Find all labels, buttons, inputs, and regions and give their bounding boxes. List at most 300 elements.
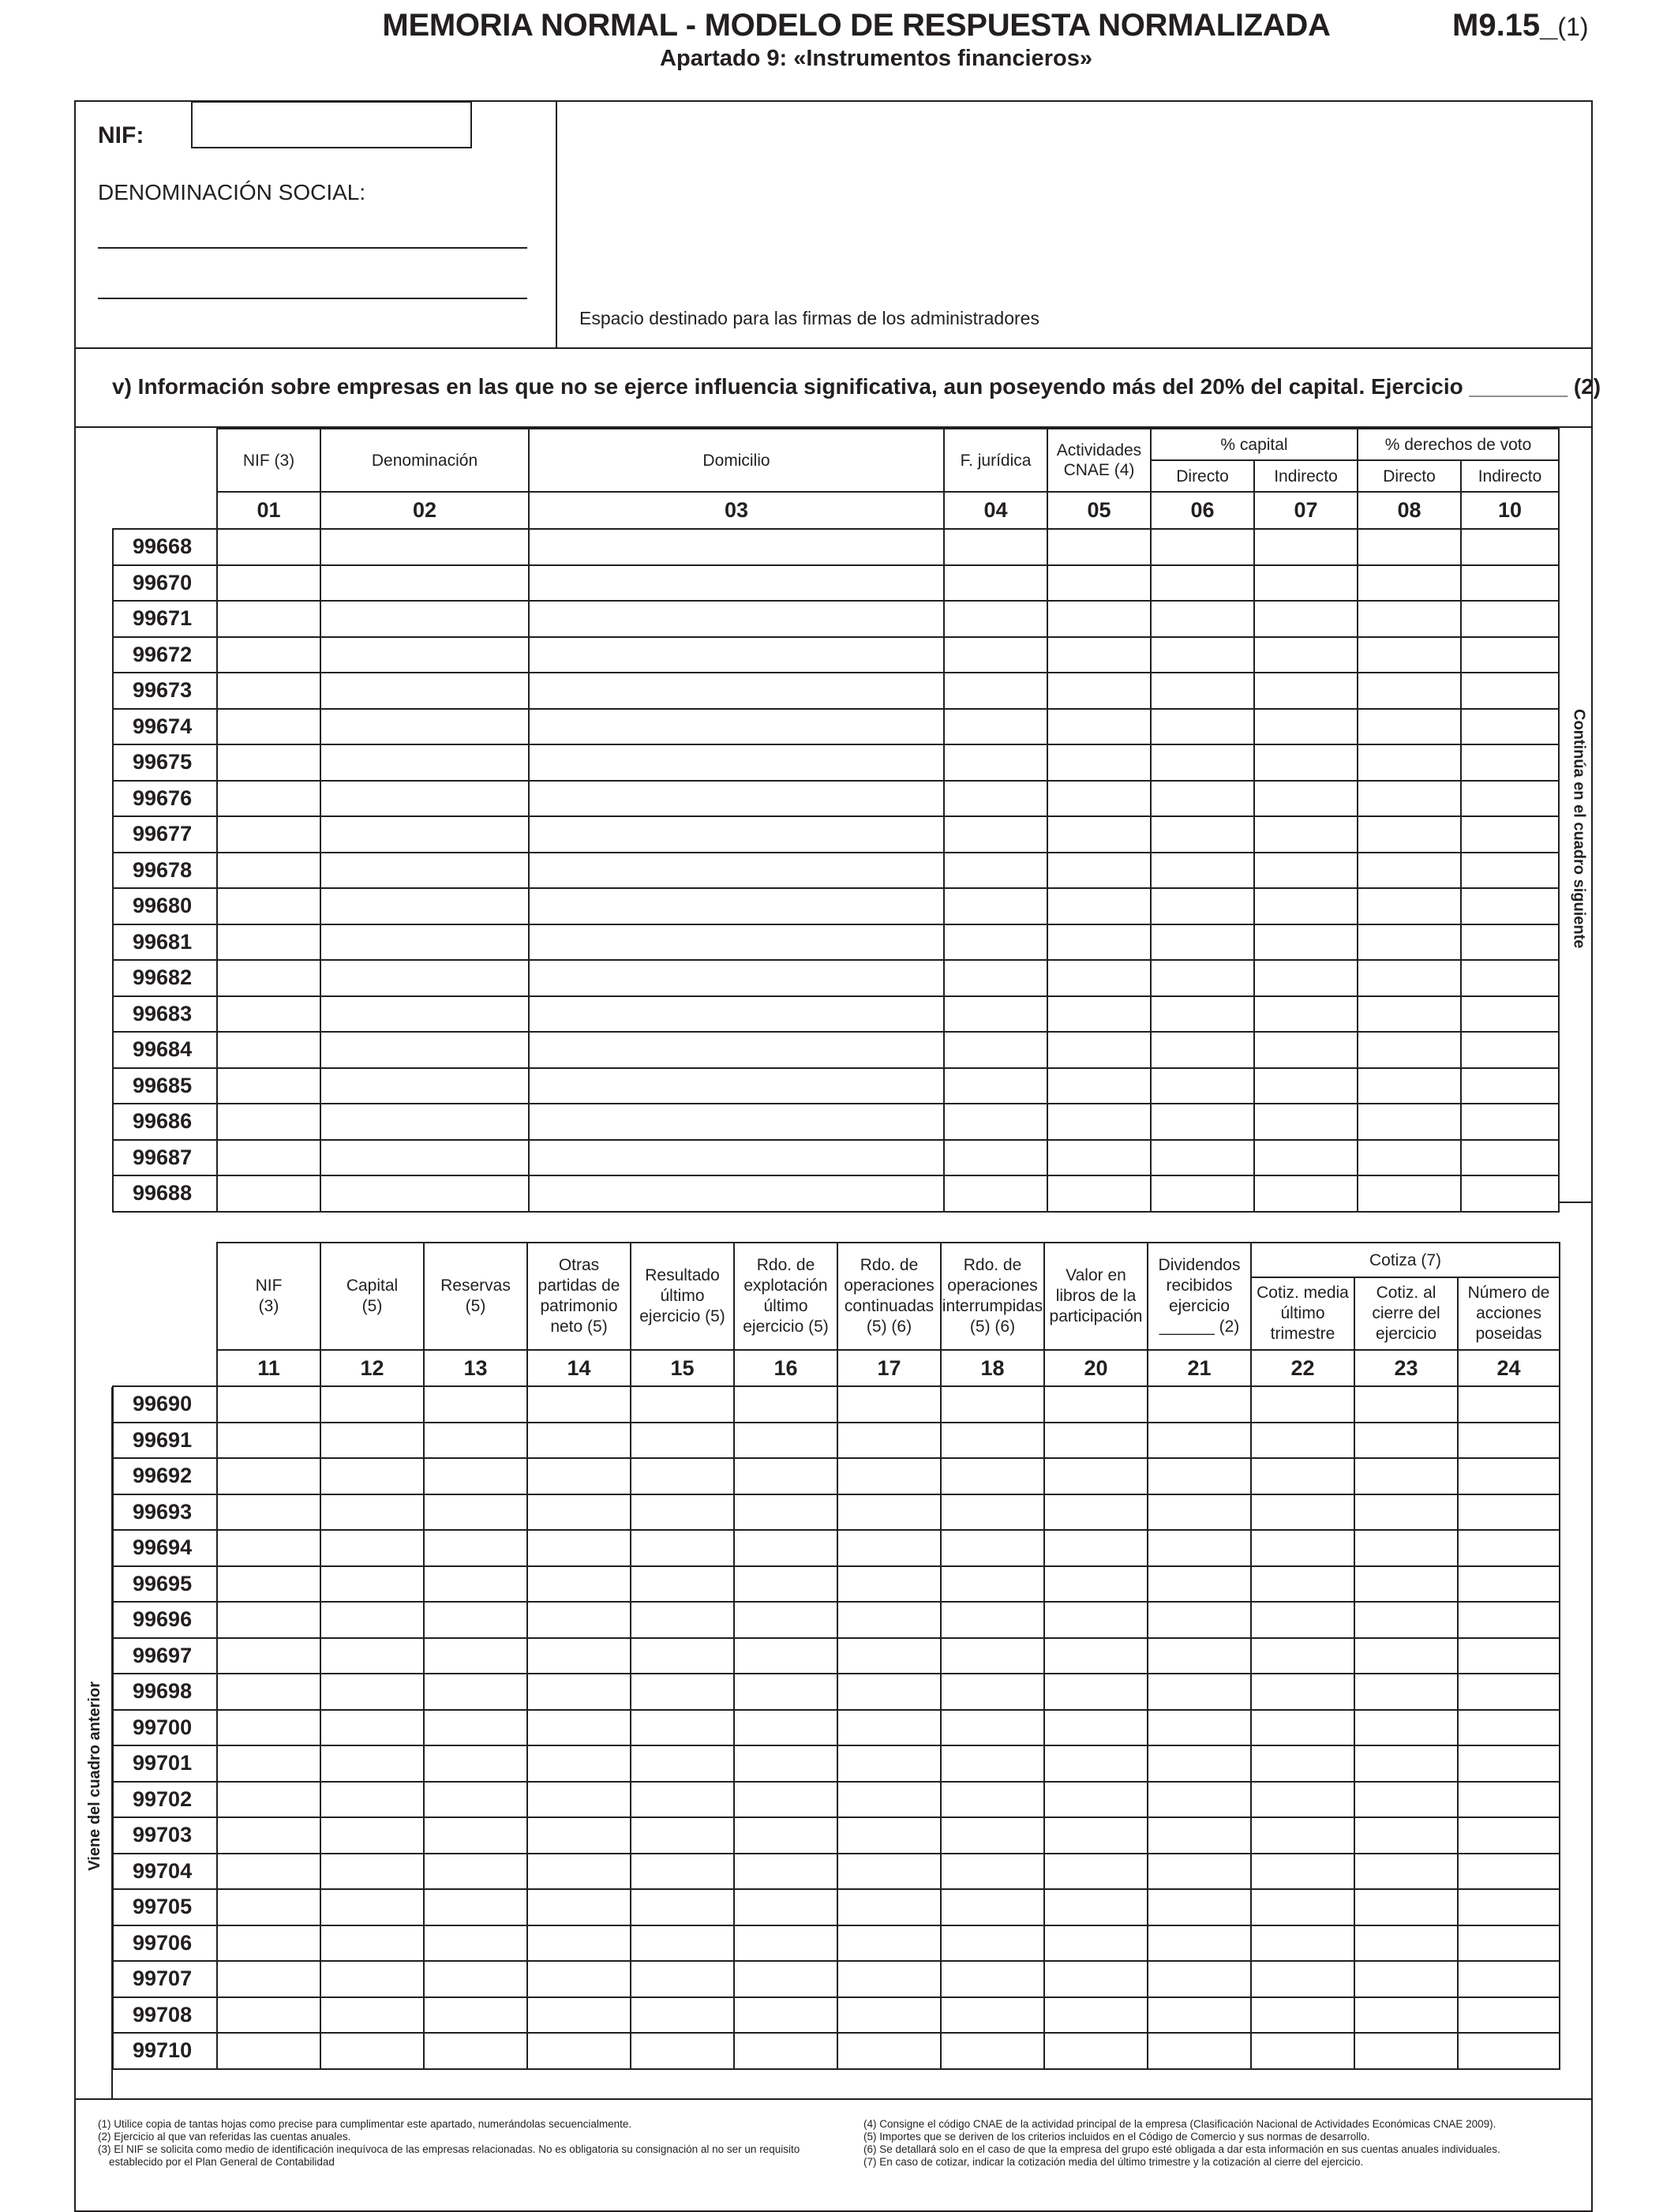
input-cell[interactable] bbox=[944, 853, 1047, 889]
input-cell[interactable] bbox=[424, 1674, 527, 1710]
input-cell[interactable] bbox=[529, 637, 944, 673]
input-cell[interactable] bbox=[1461, 601, 1559, 637]
input-cell[interactable] bbox=[217, 1997, 320, 2034]
input-cell[interactable] bbox=[217, 1925, 320, 1962]
input-cell[interactable] bbox=[1358, 1032, 1461, 1068]
input-cell[interactable] bbox=[320, 601, 529, 637]
input-cell[interactable] bbox=[1148, 1782, 1251, 1818]
input-cell[interactable] bbox=[424, 1602, 527, 1638]
input-cell[interactable] bbox=[527, 2033, 631, 2069]
input-cell[interactable] bbox=[217, 744, 320, 781]
input-cell[interactable] bbox=[217, 853, 320, 889]
input-cell[interactable] bbox=[734, 1782, 837, 1818]
input-cell[interactable] bbox=[529, 709, 944, 745]
nif-field[interactable] bbox=[191, 101, 472, 148]
input-cell[interactable] bbox=[1358, 1140, 1461, 1176]
input-cell[interactable] bbox=[424, 1638, 527, 1674]
input-cell[interactable] bbox=[1254, 1140, 1358, 1176]
input-cell[interactable] bbox=[837, 1745, 941, 1782]
input-cell[interactable] bbox=[1354, 1602, 1458, 1638]
input-cell[interactable] bbox=[1251, 2033, 1354, 2069]
input-cell[interactable] bbox=[1251, 1602, 1354, 1638]
input-cell[interactable] bbox=[1458, 1674, 1560, 1710]
input-cell[interactable] bbox=[320, 637, 529, 673]
input-cell[interactable] bbox=[1148, 1566, 1251, 1603]
input-cell[interactable] bbox=[424, 1745, 527, 1782]
input-cell[interactable] bbox=[320, 853, 529, 889]
input-cell[interactable] bbox=[1254, 924, 1358, 961]
input-cell[interactable] bbox=[527, 1638, 631, 1674]
input-cell[interactable] bbox=[217, 1068, 320, 1104]
input-cell[interactable] bbox=[1148, 1386, 1251, 1423]
input-cell[interactable] bbox=[944, 565, 1047, 602]
input-cell[interactable] bbox=[1148, 1997, 1251, 2034]
input-cell[interactable] bbox=[1047, 744, 1151, 781]
input-cell[interactable] bbox=[1458, 1925, 1560, 1962]
input-cell[interactable] bbox=[217, 1638, 320, 1674]
input-cell[interactable] bbox=[1251, 1386, 1354, 1423]
input-cell[interactable] bbox=[1461, 853, 1559, 889]
input-cell[interactable] bbox=[837, 1961, 941, 1997]
input-cell[interactable] bbox=[424, 1997, 527, 2034]
input-cell[interactable] bbox=[941, 1494, 1044, 1531]
input-cell[interactable] bbox=[1458, 1638, 1560, 1674]
input-cell[interactable] bbox=[320, 1745, 424, 1782]
input-cell[interactable] bbox=[1458, 1782, 1560, 1818]
input-cell[interactable] bbox=[837, 1710, 941, 1746]
input-cell[interactable] bbox=[217, 1854, 320, 1890]
input-cell[interactable] bbox=[1461, 996, 1559, 1033]
input-cell[interactable] bbox=[1358, 565, 1461, 602]
input-cell[interactable] bbox=[837, 1423, 941, 1459]
input-cell[interactable] bbox=[1461, 637, 1559, 673]
input-cell[interactable] bbox=[527, 1458, 631, 1494]
input-cell[interactable] bbox=[1461, 960, 1559, 996]
input-cell[interactable] bbox=[1047, 960, 1151, 996]
input-cell[interactable] bbox=[1458, 1710, 1560, 1746]
input-cell[interactable] bbox=[320, 1423, 424, 1459]
input-cell[interactable] bbox=[1044, 1423, 1148, 1459]
input-cell[interactable] bbox=[217, 1423, 320, 1459]
input-cell[interactable] bbox=[320, 888, 529, 924]
input-cell[interactable] bbox=[217, 1602, 320, 1638]
input-cell[interactable] bbox=[1458, 1423, 1560, 1459]
input-cell[interactable] bbox=[1354, 1674, 1458, 1710]
input-cell[interactable] bbox=[734, 1745, 837, 1782]
input-cell[interactable] bbox=[1354, 1854, 1458, 1890]
input-cell[interactable] bbox=[424, 1458, 527, 1494]
input-cell[interactable] bbox=[631, 2033, 734, 2069]
input-cell[interactable] bbox=[1461, 888, 1559, 924]
input-cell[interactable] bbox=[1358, 781, 1461, 817]
input-cell[interactable] bbox=[217, 601, 320, 637]
input-cell[interactable] bbox=[217, 1458, 320, 1494]
input-cell[interactable] bbox=[1458, 1530, 1560, 1566]
input-cell[interactable] bbox=[734, 1386, 837, 1423]
input-cell[interactable] bbox=[217, 1386, 320, 1423]
input-cell[interactable] bbox=[1151, 1140, 1254, 1176]
input-cell[interactable] bbox=[1251, 1961, 1354, 1997]
input-cell[interactable] bbox=[631, 1386, 734, 1423]
input-cell[interactable] bbox=[1254, 709, 1358, 745]
input-cell[interactable] bbox=[1254, 996, 1358, 1033]
input-cell[interactable] bbox=[941, 1566, 1044, 1603]
input-cell[interactable] bbox=[217, 673, 320, 709]
input-cell[interactable] bbox=[941, 1817, 1044, 1854]
input-cell[interactable] bbox=[320, 1782, 424, 1818]
input-cell[interactable] bbox=[1148, 1638, 1251, 1674]
input-cell[interactable] bbox=[941, 1997, 1044, 2034]
input-cell[interactable] bbox=[734, 1494, 837, 1531]
input-cell[interactable] bbox=[1044, 1674, 1148, 1710]
input-cell[interactable] bbox=[1358, 853, 1461, 889]
input-cell[interactable] bbox=[1148, 1423, 1251, 1459]
input-cell[interactable] bbox=[217, 1710, 320, 1746]
input-cell[interactable] bbox=[837, 1566, 941, 1603]
input-cell[interactable] bbox=[1148, 1925, 1251, 1962]
input-cell[interactable] bbox=[1358, 529, 1461, 565]
input-cell[interactable] bbox=[1458, 1961, 1560, 1997]
input-cell[interactable] bbox=[424, 1566, 527, 1603]
input-cell[interactable] bbox=[1047, 888, 1151, 924]
input-cell[interactable] bbox=[734, 1997, 837, 2034]
input-cell[interactable] bbox=[529, 996, 944, 1033]
input-cell[interactable] bbox=[1254, 529, 1358, 565]
input-cell[interactable] bbox=[1354, 1566, 1458, 1603]
input-cell[interactable] bbox=[631, 1745, 734, 1782]
input-cell[interactable] bbox=[217, 816, 320, 853]
input-cell[interactable] bbox=[1354, 1494, 1458, 1531]
input-cell[interactable] bbox=[734, 1817, 837, 1854]
input-cell[interactable] bbox=[1047, 1032, 1151, 1068]
input-cell[interactable] bbox=[1254, 816, 1358, 853]
input-cell[interactable] bbox=[320, 781, 529, 817]
input-cell[interactable] bbox=[1254, 744, 1358, 781]
denominacion-field-line-1[interactable] bbox=[98, 247, 527, 249]
input-cell[interactable] bbox=[320, 1566, 424, 1603]
input-cell[interactable] bbox=[527, 1854, 631, 1890]
input-cell[interactable] bbox=[217, 2033, 320, 2069]
input-cell[interactable] bbox=[631, 1997, 734, 2034]
input-cell[interactable] bbox=[1047, 709, 1151, 745]
input-cell[interactable] bbox=[1358, 601, 1461, 637]
input-cell[interactable] bbox=[1458, 1997, 1560, 2034]
input-cell[interactable] bbox=[1251, 1494, 1354, 1531]
input-cell[interactable] bbox=[944, 1104, 1047, 1140]
input-cell[interactable] bbox=[631, 1925, 734, 1962]
input-cell[interactable] bbox=[941, 1961, 1044, 1997]
input-cell[interactable] bbox=[1254, 637, 1358, 673]
input-cell[interactable] bbox=[734, 1638, 837, 1674]
input-cell[interactable] bbox=[217, 1782, 320, 1818]
input-cell[interactable] bbox=[320, 924, 529, 961]
input-cell[interactable] bbox=[1354, 1458, 1458, 1494]
input-cell[interactable] bbox=[1148, 2033, 1251, 2069]
input-cell[interactable] bbox=[529, 601, 944, 637]
input-cell[interactable] bbox=[1358, 637, 1461, 673]
input-cell[interactable] bbox=[320, 1854, 424, 1890]
input-cell[interactable] bbox=[944, 601, 1047, 637]
input-cell[interactable] bbox=[1044, 2033, 1148, 2069]
input-cell[interactable] bbox=[944, 1175, 1047, 1212]
input-cell[interactable] bbox=[1251, 1710, 1354, 1746]
input-cell[interactable] bbox=[1047, 996, 1151, 1033]
input-cell[interactable] bbox=[1458, 1494, 1560, 1531]
input-cell[interactable] bbox=[320, 996, 529, 1033]
input-cell[interactable] bbox=[941, 1889, 1044, 1925]
input-cell[interactable] bbox=[527, 1925, 631, 1962]
input-cell[interactable] bbox=[1358, 960, 1461, 996]
input-cell[interactable] bbox=[941, 1745, 1044, 1782]
input-cell[interactable] bbox=[1354, 1530, 1458, 1566]
input-cell[interactable] bbox=[1251, 1566, 1354, 1603]
input-cell[interactable] bbox=[631, 1782, 734, 1818]
input-cell[interactable] bbox=[217, 1889, 320, 1925]
input-cell[interactable] bbox=[944, 816, 1047, 853]
input-cell[interactable] bbox=[1354, 1710, 1458, 1746]
input-cell[interactable] bbox=[734, 1458, 837, 1494]
input-cell[interactable] bbox=[837, 1458, 941, 1494]
input-cell[interactable] bbox=[217, 1032, 320, 1068]
input-cell[interactable] bbox=[941, 2033, 1044, 2069]
input-cell[interactable] bbox=[941, 1423, 1044, 1459]
input-cell[interactable] bbox=[1251, 1745, 1354, 1782]
input-cell[interactable] bbox=[734, 1530, 837, 1566]
input-cell[interactable] bbox=[837, 1386, 941, 1423]
input-cell[interactable] bbox=[631, 1458, 734, 1494]
input-cell[interactable] bbox=[527, 1889, 631, 1925]
input-cell[interactable] bbox=[320, 1674, 424, 1710]
input-cell[interactable] bbox=[217, 960, 320, 996]
input-cell[interactable] bbox=[631, 1423, 734, 1459]
input-cell[interactable] bbox=[1151, 816, 1254, 853]
input-cell[interactable] bbox=[944, 709, 1047, 745]
input-cell[interactable] bbox=[1461, 565, 1559, 602]
input-cell[interactable] bbox=[217, 781, 320, 817]
input-cell[interactable] bbox=[527, 1386, 631, 1423]
input-cell[interactable] bbox=[1151, 1175, 1254, 1212]
input-cell[interactable] bbox=[631, 1710, 734, 1746]
input-cell[interactable] bbox=[631, 1494, 734, 1531]
input-cell[interactable] bbox=[1148, 1745, 1251, 1782]
input-cell[interactable] bbox=[320, 1175, 529, 1212]
input-cell[interactable] bbox=[941, 1782, 1044, 1818]
input-cell[interactable] bbox=[1458, 1817, 1560, 1854]
input-cell[interactable] bbox=[1251, 1997, 1354, 2034]
input-cell[interactable] bbox=[1458, 1854, 1560, 1890]
input-cell[interactable] bbox=[529, 960, 944, 996]
input-cell[interactable] bbox=[1358, 709, 1461, 745]
input-cell[interactable] bbox=[734, 1961, 837, 1997]
input-cell[interactable] bbox=[217, 1104, 320, 1140]
input-cell[interactable] bbox=[424, 1854, 527, 1890]
input-cell[interactable] bbox=[424, 1782, 527, 1818]
input-cell[interactable] bbox=[1047, 673, 1151, 709]
input-cell[interactable] bbox=[1148, 1602, 1251, 1638]
input-cell[interactable] bbox=[734, 1889, 837, 1925]
input-cell[interactable] bbox=[217, 888, 320, 924]
input-cell[interactable] bbox=[1461, 781, 1559, 817]
input-cell[interactable] bbox=[529, 673, 944, 709]
input-cell[interactable] bbox=[424, 1530, 527, 1566]
input-cell[interactable] bbox=[837, 1638, 941, 1674]
input-cell[interactable] bbox=[837, 1530, 941, 1566]
input-cell[interactable] bbox=[837, 1494, 941, 1531]
input-cell[interactable] bbox=[1358, 996, 1461, 1033]
input-cell[interactable] bbox=[837, 1817, 941, 1854]
input-cell[interactable] bbox=[1354, 1782, 1458, 1818]
input-cell[interactable] bbox=[529, 1032, 944, 1068]
input-cell[interactable] bbox=[529, 924, 944, 961]
input-cell[interactable] bbox=[527, 1817, 631, 1854]
input-cell[interactable] bbox=[941, 1530, 1044, 1566]
input-cell[interactable] bbox=[631, 1602, 734, 1638]
input-cell[interactable] bbox=[944, 744, 1047, 781]
input-cell[interactable] bbox=[1354, 1386, 1458, 1423]
input-cell[interactable] bbox=[941, 1638, 1044, 1674]
input-cell[interactable] bbox=[1458, 1386, 1560, 1423]
input-cell[interactable] bbox=[529, 1175, 944, 1212]
input-cell[interactable] bbox=[631, 1817, 734, 1854]
input-cell[interactable] bbox=[1047, 1104, 1151, 1140]
input-cell[interactable] bbox=[1354, 1961, 1458, 1997]
input-cell[interactable] bbox=[320, 1961, 424, 1997]
input-cell[interactable] bbox=[1354, 1925, 1458, 1962]
input-cell[interactable] bbox=[1044, 1925, 1148, 1962]
input-cell[interactable] bbox=[1151, 996, 1254, 1033]
input-cell[interactable] bbox=[941, 1674, 1044, 1710]
input-cell[interactable] bbox=[1044, 1745, 1148, 1782]
input-cell[interactable] bbox=[1251, 1889, 1354, 1925]
input-cell[interactable] bbox=[944, 960, 1047, 996]
input-cell[interactable] bbox=[1044, 1889, 1148, 1925]
input-cell[interactable] bbox=[734, 2033, 837, 2069]
input-cell[interactable] bbox=[1047, 565, 1151, 602]
input-cell[interactable] bbox=[529, 1104, 944, 1140]
input-cell[interactable] bbox=[1251, 1423, 1354, 1459]
input-cell[interactable] bbox=[1151, 853, 1254, 889]
input-cell[interactable] bbox=[1458, 1602, 1560, 1638]
input-cell[interactable] bbox=[941, 1386, 1044, 1423]
input-cell[interactable] bbox=[1458, 1889, 1560, 1925]
input-cell[interactable] bbox=[529, 529, 944, 565]
input-cell[interactable] bbox=[1458, 1458, 1560, 1494]
input-cell[interactable] bbox=[944, 781, 1047, 817]
input-cell[interactable] bbox=[944, 888, 1047, 924]
input-cell[interactable] bbox=[1254, 960, 1358, 996]
input-cell[interactable] bbox=[1044, 1782, 1148, 1818]
input-cell[interactable] bbox=[320, 1925, 424, 1962]
input-cell[interactable] bbox=[527, 1602, 631, 1638]
input-cell[interactable] bbox=[217, 529, 320, 565]
input-cell[interactable] bbox=[1151, 781, 1254, 817]
input-cell[interactable] bbox=[631, 1674, 734, 1710]
input-cell[interactable] bbox=[320, 1997, 424, 2034]
input-cell[interactable] bbox=[320, 709, 529, 745]
input-cell[interactable] bbox=[734, 1602, 837, 1638]
input-cell[interactable] bbox=[1358, 744, 1461, 781]
input-cell[interactable] bbox=[1461, 709, 1559, 745]
input-cell[interactable] bbox=[837, 2033, 941, 2069]
input-cell[interactable] bbox=[1047, 529, 1151, 565]
input-cell[interactable] bbox=[529, 888, 944, 924]
input-cell[interactable] bbox=[1047, 781, 1151, 817]
input-cell[interactable] bbox=[527, 1782, 631, 1818]
input-cell[interactable] bbox=[631, 1961, 734, 1997]
input-cell[interactable] bbox=[1358, 673, 1461, 709]
input-cell[interactable] bbox=[529, 744, 944, 781]
input-cell[interactable] bbox=[424, 1494, 527, 1531]
input-cell[interactable] bbox=[320, 1602, 424, 1638]
input-cell[interactable] bbox=[941, 1602, 1044, 1638]
input-cell[interactable] bbox=[1047, 1140, 1151, 1176]
input-cell[interactable] bbox=[631, 1566, 734, 1603]
input-cell[interactable] bbox=[1354, 2033, 1458, 2069]
input-cell[interactable] bbox=[320, 529, 529, 565]
input-cell[interactable] bbox=[320, 2033, 424, 2069]
input-cell[interactable] bbox=[1151, 960, 1254, 996]
input-cell[interactable] bbox=[320, 1494, 424, 1531]
input-cell[interactable] bbox=[1044, 1817, 1148, 1854]
input-cell[interactable] bbox=[941, 1925, 1044, 1962]
input-cell[interactable] bbox=[1151, 565, 1254, 602]
input-cell[interactable] bbox=[1044, 1854, 1148, 1890]
input-cell[interactable] bbox=[1151, 637, 1254, 673]
input-cell[interactable] bbox=[1254, 1068, 1358, 1104]
input-cell[interactable] bbox=[217, 565, 320, 602]
input-cell[interactable] bbox=[424, 1961, 527, 1997]
input-cell[interactable] bbox=[527, 1423, 631, 1459]
input-cell[interactable] bbox=[1358, 924, 1461, 961]
input-cell[interactable] bbox=[1251, 1530, 1354, 1566]
input-cell[interactable] bbox=[217, 1175, 320, 1212]
input-cell[interactable] bbox=[1254, 888, 1358, 924]
input-cell[interactable] bbox=[320, 1104, 529, 1140]
input-cell[interactable] bbox=[631, 1638, 734, 1674]
input-cell[interactable] bbox=[424, 1386, 527, 1423]
input-cell[interactable] bbox=[320, 1458, 424, 1494]
input-cell[interactable] bbox=[1461, 1068, 1559, 1104]
input-cell[interactable] bbox=[1151, 601, 1254, 637]
input-cell[interactable] bbox=[1047, 924, 1151, 961]
input-cell[interactable] bbox=[1148, 1458, 1251, 1494]
input-cell[interactable] bbox=[1251, 1817, 1354, 1854]
input-cell[interactable] bbox=[320, 960, 529, 996]
input-cell[interactable] bbox=[527, 1997, 631, 2034]
input-cell[interactable] bbox=[527, 1530, 631, 1566]
input-cell[interactable] bbox=[734, 1854, 837, 1890]
input-cell[interactable] bbox=[217, 924, 320, 961]
input-cell[interactable] bbox=[1358, 1175, 1461, 1212]
input-cell[interactable] bbox=[837, 1854, 941, 1890]
input-cell[interactable] bbox=[1354, 1745, 1458, 1782]
input-cell[interactable] bbox=[1251, 1782, 1354, 1818]
input-cell[interactable] bbox=[1044, 1458, 1148, 1494]
input-cell[interactable] bbox=[320, 1032, 529, 1068]
input-cell[interactable] bbox=[1148, 1530, 1251, 1566]
input-cell[interactable] bbox=[1251, 1638, 1354, 1674]
input-cell[interactable] bbox=[529, 1140, 944, 1176]
input-cell[interactable] bbox=[217, 1140, 320, 1176]
input-cell[interactable] bbox=[1044, 1530, 1148, 1566]
input-cell[interactable] bbox=[320, 744, 529, 781]
input-cell[interactable] bbox=[1151, 1032, 1254, 1068]
input-cell[interactable] bbox=[1358, 888, 1461, 924]
input-cell[interactable] bbox=[529, 781, 944, 817]
input-cell[interactable] bbox=[944, 673, 1047, 709]
input-cell[interactable] bbox=[527, 1710, 631, 1746]
input-cell[interactable] bbox=[1354, 1638, 1458, 1674]
